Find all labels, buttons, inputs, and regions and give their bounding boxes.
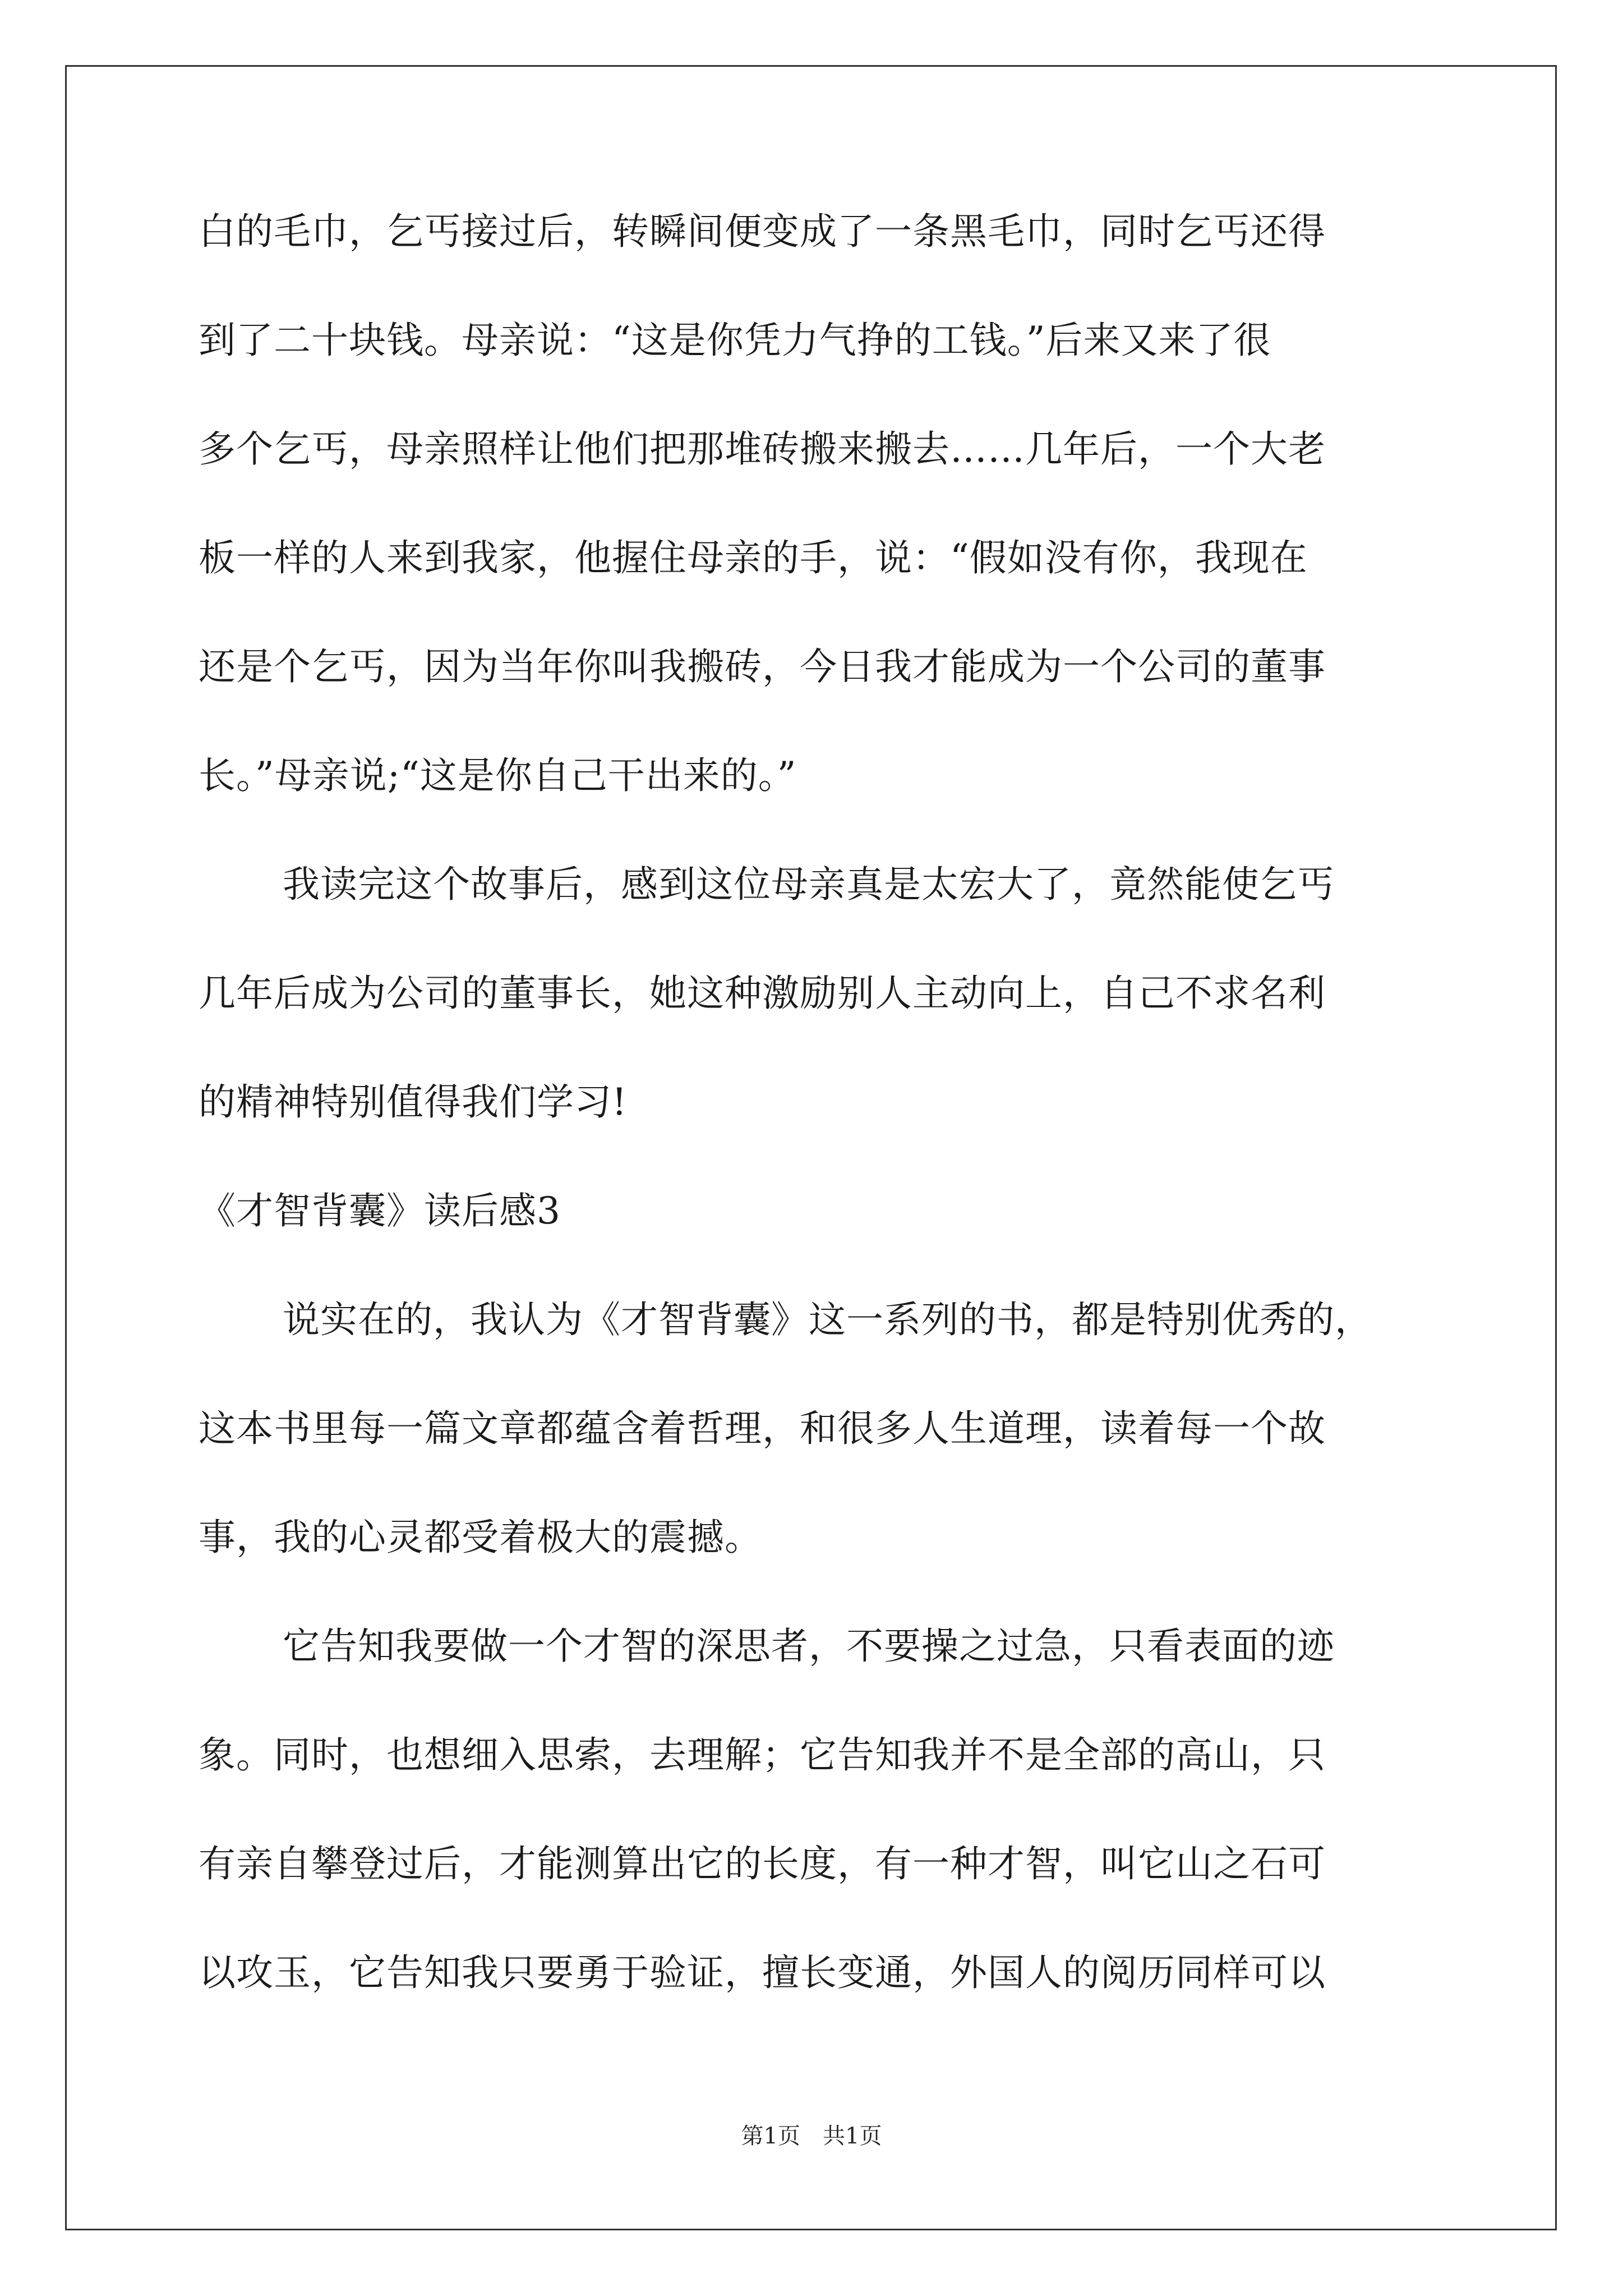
paragraph-first-line: 说实在的，我认为《才智背囊》这一系列的书，都是特别优秀的， [283, 1298, 1372, 1341]
text-line: 的精神特别值得我们学习! [199, 1080, 628, 1124]
text-line: 到了二十块钱。母亲说：“这是你凭力气挣的工钱。”后来又来了很 [199, 319, 1271, 362]
text-line: 板一样的人来到我家，他握住母亲的手，说：“假如没有你，我现在 [199, 536, 1308, 579]
text-line: 长。”母亲说;“这是你自己干出来的。” [199, 754, 797, 797]
section-heading: 《才智背囊》读后感3 [199, 1189, 561, 1232]
paragraph-first-line: 我读完这个故事后，感到这位母亲真是太宏大了，竟然能使乞丐 [283, 863, 1335, 906]
text-line: 以攻玉，它告知我只要勇于验证，擅长变通，外国人的阅历同样可以 [199, 1951, 1326, 1994]
document-body [199, 210, 1449, 2063]
text-line: 这本书里每一篇文章都蕴含着哲理，和很多人生道理，读着每一个故 [199, 1407, 1326, 1450]
text-line: 几年后成为公司的董事长，她这种激励别人主动向上，自己不求名利 [199, 972, 1326, 1015]
text-line: 多个乞丐，母亲照样让他们把那堆砖搬来搬去……几年后，一个大老 [199, 427, 1326, 471]
paragraph-first-line: 它告知我要做一个才智的深思者，不要操之过急，只看表面的迹 [283, 1625, 1335, 1668]
text-line: 事，我的心灵都受着极大的震撼。 [199, 1516, 762, 1559]
text-line: 白的毛巾，乞丐接过后，转瞬间便变成了一条黑毛巾，同时乞丐还得 [199, 210, 1326, 253]
text-line: 有亲自攀登过后，才能测算出它的长度，有一种才智，叫它山之石可 [199, 1842, 1326, 1885]
page-footer: 第1页 共1页 [741, 2123, 882, 2149]
text-line: 象。同时，也想细入思索，去理解；它告知我并不是全部的高山，只 [199, 1733, 1326, 1777]
text-line: 还是个乞丐，因为当年你叫我搬砖，今日我才能成为一个公司的董事 [199, 645, 1326, 688]
